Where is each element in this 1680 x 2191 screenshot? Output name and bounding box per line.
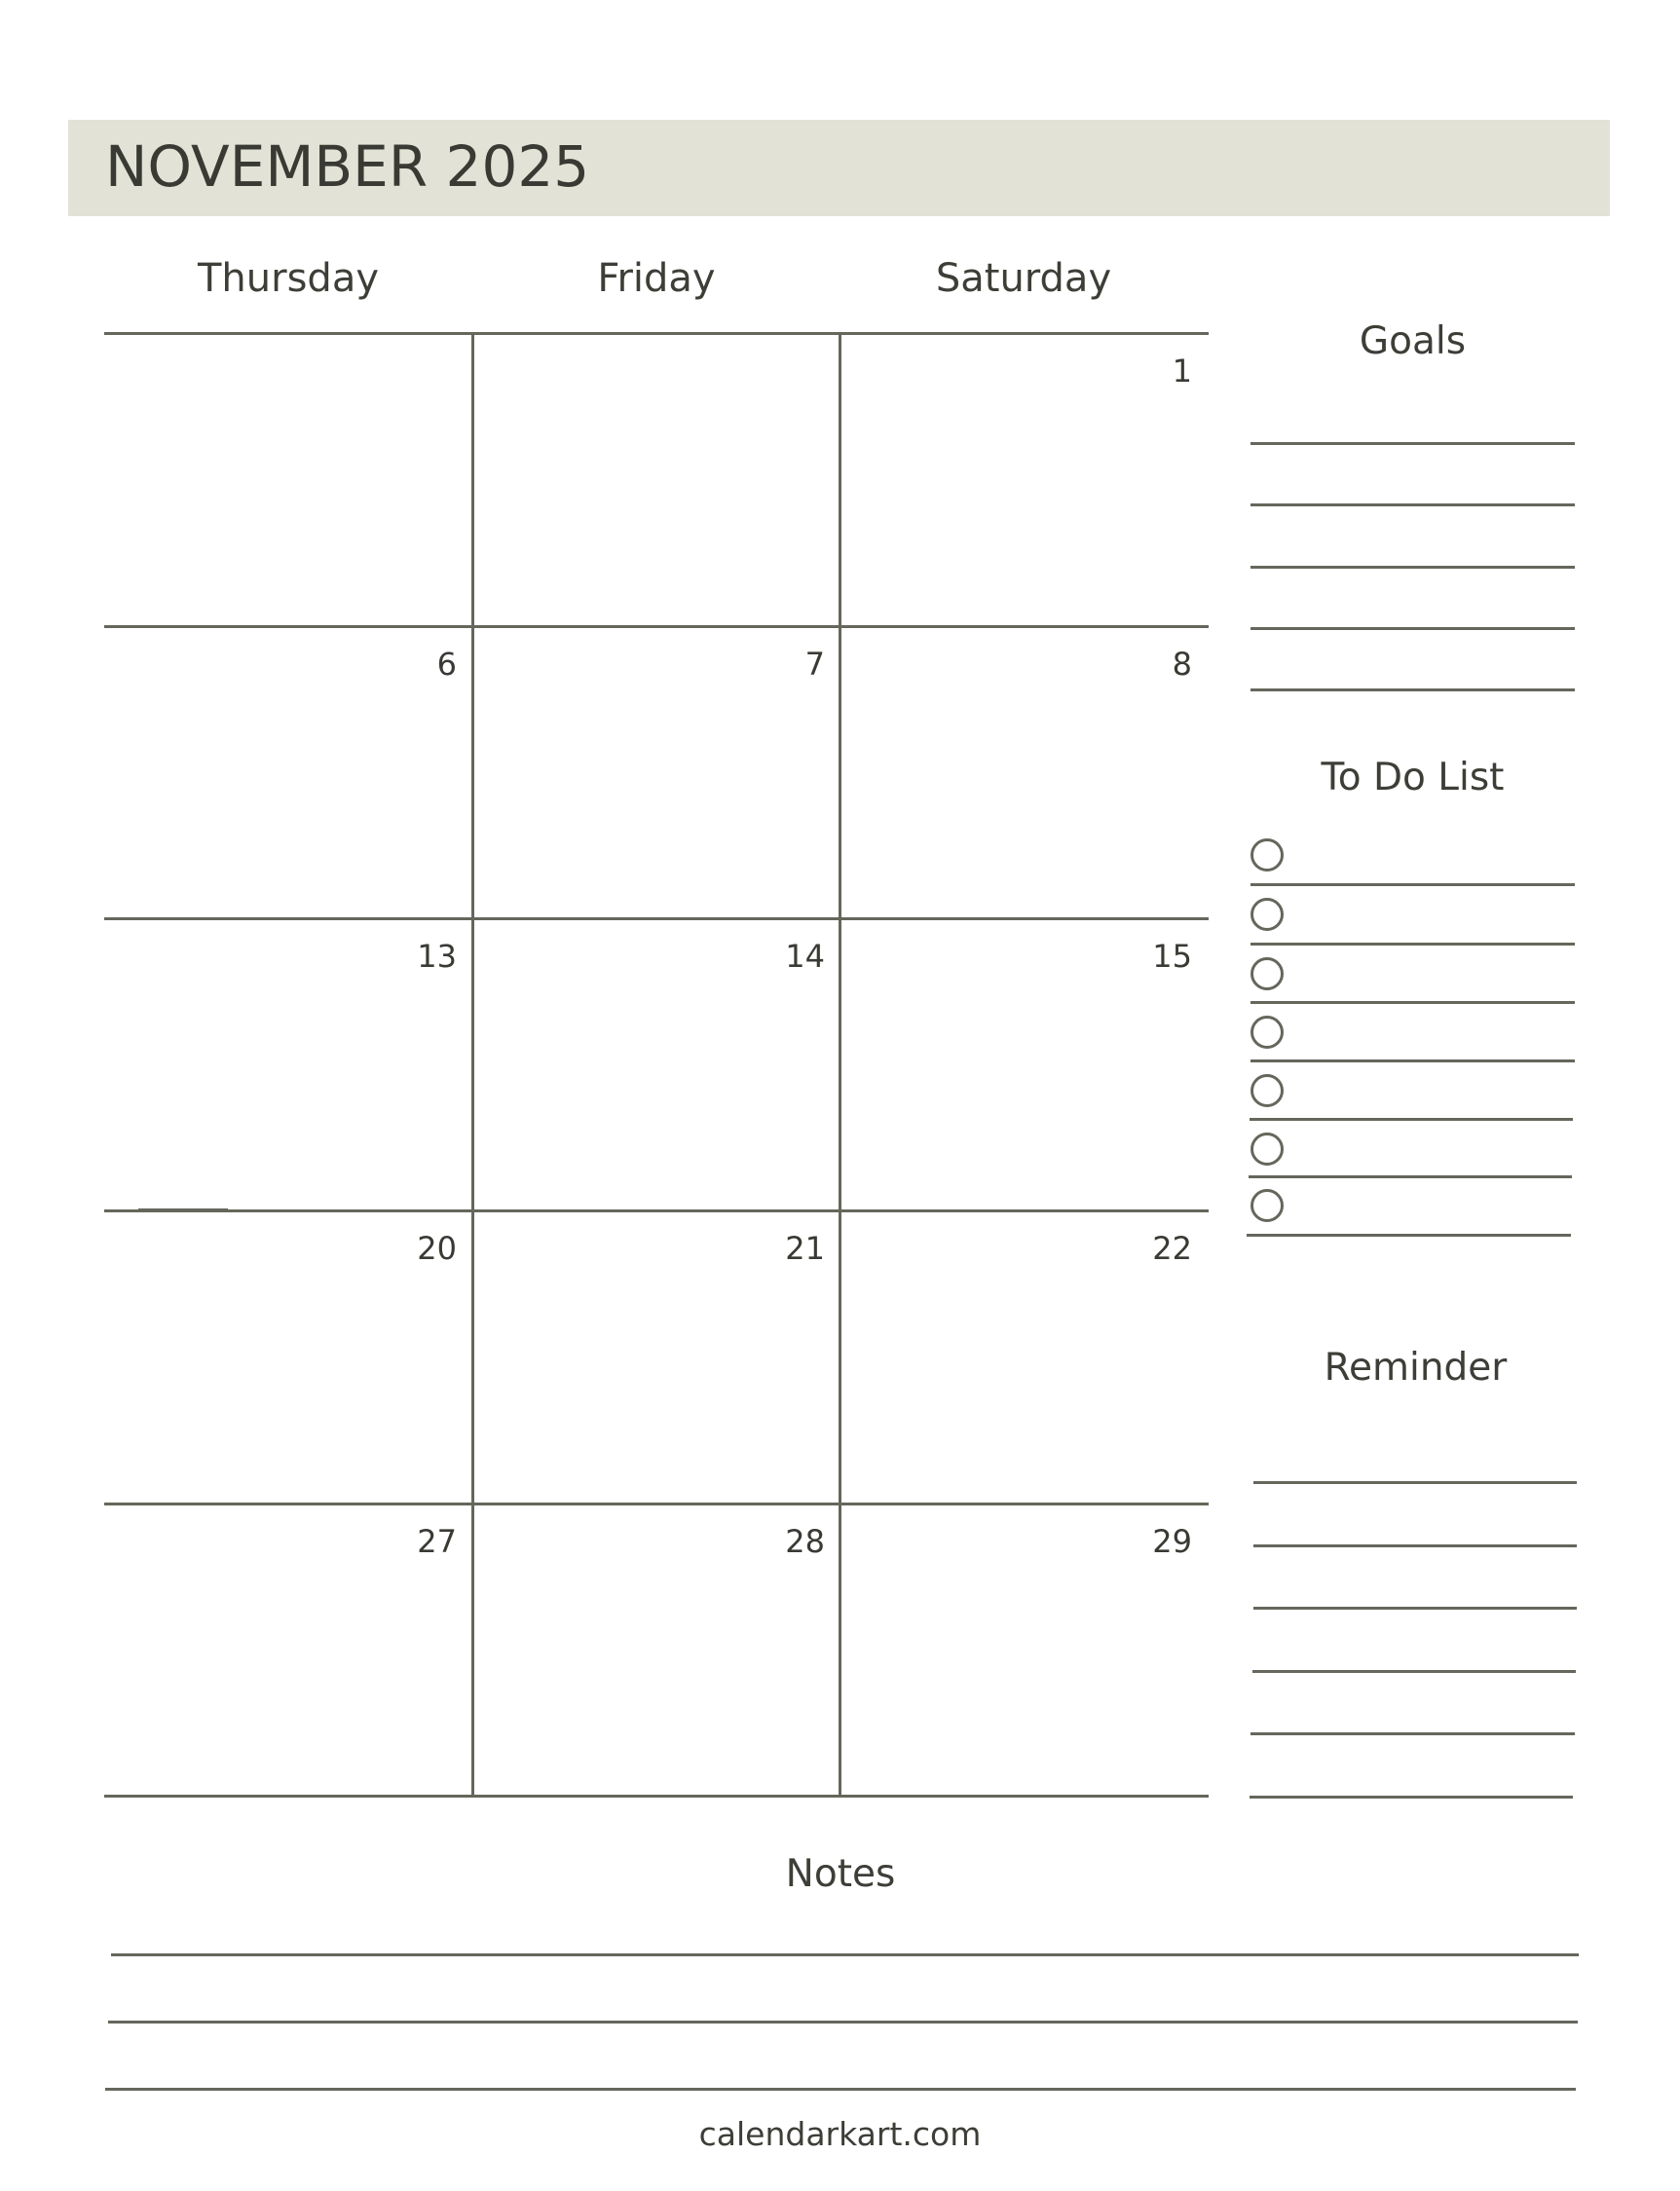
day-cell[interactable] <box>840 1504 1208 1798</box>
day-cell[interactable] <box>472 627 840 920</box>
todo-checkbox-icon[interactable] <box>1251 1016 1284 1049</box>
day-cell[interactable] <box>104 334 472 627</box>
reminder-line[interactable] <box>1253 1481 1577 1484</box>
day-number: 13 <box>417 938 457 975</box>
todo-checkbox-icon[interactable] <box>1251 898 1284 931</box>
day-number: 29 <box>1152 1523 1192 1560</box>
day-cell[interactable] <box>472 1504 840 1798</box>
todo-line[interactable] <box>1251 883 1575 886</box>
todo-line[interactable] <box>1250 1118 1573 1121</box>
reminder-line[interactable] <box>1251 1732 1575 1735</box>
notes-line[interactable] <box>108 2021 1578 2024</box>
day-number: 1 <box>1172 353 1192 390</box>
day-cell[interactable] <box>472 919 840 1212</box>
footer-website: calendarkart.com <box>698 2115 982 2153</box>
reminder-line[interactable] <box>1253 1544 1577 1547</box>
todo-line[interactable] <box>1251 1059 1575 1062</box>
notes-line[interactable] <box>111 1953 1579 1956</box>
weekday-thursday: Thursday <box>198 256 379 301</box>
day-number: 21 <box>785 1230 825 1267</box>
day-cell[interactable] <box>840 1211 1208 1504</box>
weekday-saturday: Saturday <box>935 256 1112 301</box>
todo-line[interactable] <box>1251 1001 1575 1004</box>
todo-checkbox-icon[interactable] <box>1251 838 1284 872</box>
day-number: 20 <box>417 1230 457 1267</box>
goals-line[interactable] <box>1251 442 1575 445</box>
day-number: 15 <box>1152 938 1192 975</box>
day-cell[interactable] <box>104 1504 472 1798</box>
day-number: 28 <box>785 1523 825 1560</box>
day-cell[interactable] <box>472 1211 840 1504</box>
todo-line[interactable] <box>1251 943 1575 946</box>
todo-title: To Do List <box>1321 756 1505 799</box>
todo-checkbox-icon[interactable] <box>1251 957 1284 990</box>
todo-checkbox-icon[interactable] <box>1251 1074 1284 1107</box>
day-number: 14 <box>785 938 825 975</box>
day-number: 6 <box>436 646 457 683</box>
goals-line[interactable] <box>1251 688 1575 691</box>
day-cell[interactable] <box>104 919 472 1212</box>
weekday-friday: Friday <box>597 256 716 301</box>
reminder-line[interactable] <box>1253 1607 1577 1610</box>
reminder-line[interactable] <box>1252 1670 1576 1673</box>
day-cell[interactable] <box>104 1211 472 1504</box>
day-number: 7 <box>804 646 825 683</box>
day-number: 22 <box>1152 1230 1192 1267</box>
todo-line[interactable] <box>1247 1234 1571 1237</box>
notes-title: Notes <box>785 1852 896 1896</box>
goals-line[interactable] <box>1251 503 1575 506</box>
goals-title: Goals <box>1359 319 1467 363</box>
todo-line[interactable] <box>1249 1175 1572 1178</box>
goals-line[interactable] <box>1251 566 1575 569</box>
day-cell[interactable] <box>840 919 1208 1212</box>
todo-checkbox-icon[interactable] <box>1251 1189 1284 1222</box>
todo-checkbox-icon[interactable] <box>1251 1133 1284 1166</box>
reminder-title: Reminder <box>1324 1346 1508 1390</box>
day-number: 27 <box>417 1523 457 1560</box>
notes-line[interactable] <box>105 2088 1576 2091</box>
reminder-line[interactable] <box>1250 1796 1573 1799</box>
goals-line[interactable] <box>1251 627 1575 630</box>
day-cell[interactable] <box>472 334 840 627</box>
month-title: NOVEMBER 2025 <box>105 133 590 200</box>
day-number: 8 <box>1172 646 1192 683</box>
day-cell[interactable] <box>104 627 472 920</box>
day-cell[interactable] <box>840 334 1208 627</box>
day-cell[interactable] <box>840 627 1208 920</box>
